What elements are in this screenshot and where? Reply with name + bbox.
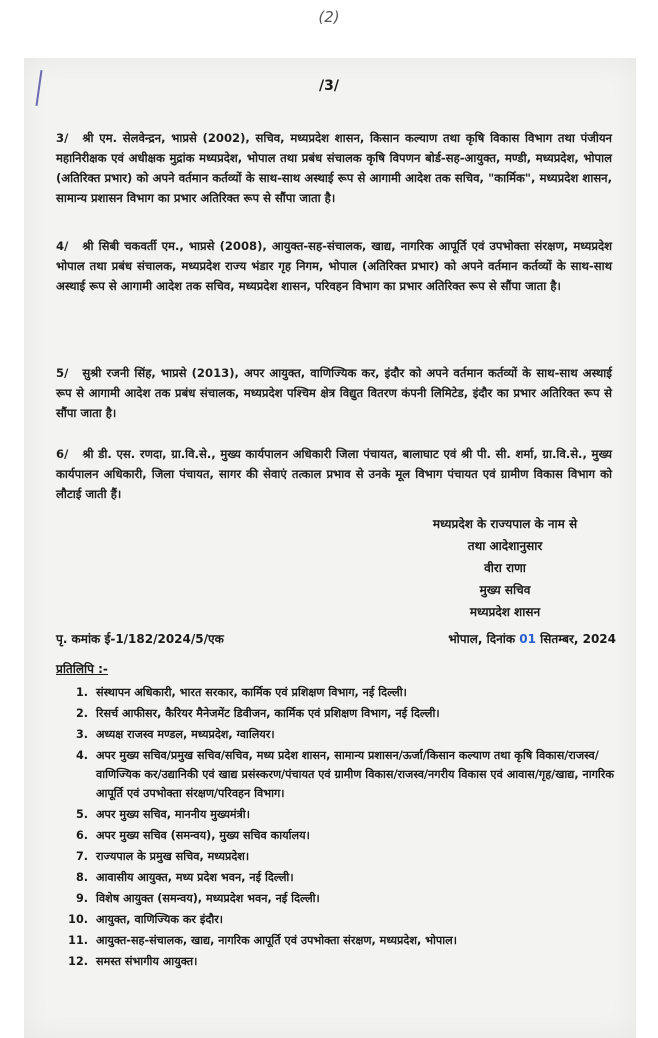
signatory-designation: मुख्य सचिव: [479, 583, 531, 597]
list-item-text: अपर मुख्य सचिव (समन्वय), मुख्य सचिव कार्यालय।: [96, 829, 310, 842]
list-item-number: 5.: [75, 808, 88, 821]
paragraph-text: श्री डी. एस. रणदा, ग्रा.वि.से., मुख्य कार्यपालन अधिकारी जिला पंचायत, बालाघाट एवं श्री पी. सी. शर्मा, ग्रा.वि.से., मुख्य कार्यपालन अधिकारी, जिला पंचायत, सागर की सेवाएं तत्काल प्रभाव से उनके मूल विभाग पंचायत एवं ग्रामीण विकास विभाग को लौटाई जाती हैं।: [56, 447, 612, 501]
signature-line-2: तथा आदेशानुसार: [467, 539, 543, 553]
list-item-number: 12.: [68, 955, 88, 968]
date-month-year: सितम्बर, 2024: [540, 632, 616, 646]
list-item: [60, 746, 620, 803]
list-item-text: समस्त संभागीय आयुक्त।: [96, 955, 198, 968]
paragraph-5: [56, 363, 612, 423]
list-item: [60, 868, 620, 887]
list-item-text: आयुक्त-सह-संचालक, खाद्य, नागरिक आपूर्ति एवं उपभोक्ता संरक्षण, मध्यप्रदेश, भोपाल।: [96, 934, 457, 947]
date-day: 01: [519, 632, 536, 646]
signatory-name: वीरा राणा: [484, 561, 526, 575]
photo-caption: (2): [318, 8, 340, 26]
list-item: [60, 704, 620, 723]
list-item: [60, 931, 620, 950]
list-item-text: संस्थापन अधिकारी, भारत सरकार, कार्मिक एवं प्रशिक्षण विभाग, नई दिल्ली।: [96, 686, 407, 699]
list-item-number: 9.: [75, 892, 88, 905]
list-item-number: 8.: [75, 871, 88, 884]
list-item-text: राज्यपाल के प्रमुख सचिव, मध्यप्रदेश।: [96, 850, 250, 863]
paragraph-number: 4/: [56, 239, 69, 253]
list-item-text: अपर मुख्य सचिव/प्रमुख सचिव/सचिव, मध्य प्रदेश शासन, सामान्य प्रशासन/ऊर्जा/किसान कल्याण तथा कृषि विकास/राजस्व/वाणिज्यिक कर/उद्यानिकी एवं खाद्य प्रसंस्करण/पंचायत एवं ग्रामीण विकास/राजस्व/नगरीय विकास एवं आवास/गृह/खाद्य, नागरिक आपूर्ति एवं उपभोक्ता संरक्षण/परिवहन विभाग।: [96, 749, 614, 800]
list-item-number: 3.: [75, 728, 88, 741]
paragraph-3: [56, 128, 612, 208]
list-item-text: आयुक्त, वाणिज्यिक कर इंदौर।: [96, 913, 224, 926]
list-item: [60, 826, 620, 845]
paragraph-number: 5/: [56, 366, 69, 380]
list-item-text: रिसर्च आफीसर, कैरियर मैनेजमेंट डिवीजन, कार्मिक एवं प्रशिक्षण विभाग, नई दिल्ली।: [96, 707, 440, 720]
list-item-number: 7.: [75, 850, 88, 863]
paragraph-number: 3/: [56, 131, 69, 145]
signature-block: [380, 513, 630, 623]
reference-number: पृ. कमांक ई-1/182/2024/5/एक: [56, 632, 224, 646]
list-item: [60, 910, 620, 929]
list-item-number: 6.: [75, 829, 88, 842]
paragraph-text: श्री सिबी चकवर्ती एम., भाप्रसे (2008), आयुक्त-सह-संचालक, खाद्य, नागरिक आपूर्ति एवं उपभोक्ता संरक्षण, मध्यप्रदेश भोपाल तथा प्रबंध संचालक, मध्यप्रदेश राज्य भंडार गृह निगम, भोपाल (अतिरिक्त प्रभार) को अपने वर्तमान कर्तव्यों के साथ-साथ अस्थाई रूप से आगामी आदेश तक सचिव, मध्यप्रदेश शासन, परिवहन विभाग का प्रभार अतिरिक्त रूप से सौंपा जाता है।: [56, 239, 612, 293]
list-item: [60, 847, 620, 866]
paragraph-text: सुश्री रजनी सिंह, भाप्रसे (2013), अपर आयुक्त, वाणिज्यिक कर, इंदौर को अपने वर्तमान कर्तव्यों के साथ-साथ अस्थाई रूप से आगामी आदेश तक प्रबंध संचालक, मध्यप्रदेश पश्चिम क्षेत्र विद्युत वितरण कंपनी लिमिटेड, इंदौर का प्रभार अतिरिक्त रूप से सौंपा जाता है।: [56, 366, 612, 420]
copy-to-list: [60, 683, 620, 973]
list-item: [60, 805, 620, 824]
paragraph-6: [56, 444, 612, 504]
paragraph-number: 6/: [56, 447, 69, 461]
list-item-number: 2.: [75, 707, 88, 720]
place-date: [448, 630, 616, 647]
paragraph-4: [56, 236, 612, 296]
list-item-number: 1.: [75, 686, 88, 699]
list-item-text: आवासीय आयुक्त, मध्य प्रदेश भवन, नई दिल्ली।: [96, 871, 294, 884]
list-item: [60, 683, 620, 702]
list-item-number: 4.: [75, 749, 88, 762]
list-item-text: अपर मुख्य सचिव, माननीय मुख्यमंत्री।: [96, 808, 250, 821]
list-item-text: अध्यक्ष राजस्व मण्डल, मध्यप्रदेश, ग्वालियर।: [96, 728, 275, 741]
paragraph-text: श्री एम. सेलवेन्द्रन, भाप्रसे (2002), सचिव, मध्यप्रदेश शासन, किसान कल्याण तथा कृषि विकास विभाग तथा पंजीयन महानिरीक्षक एवं अधीक्षक मुद्रांक मध्यप्रदेश, भोपाल तथा प्रबंध संचालक कृषि विपणन बोर्ड-सह-आयुक्त, मण्डी, मध्यप्रदेश, भोपाल (अतिरिक्त प्रभार) को अपने वर्तमान कर्तव्यों के साथ-साथ अस्थाई रूप से आगामी आदेश तक सचिव, "कार्मिक", मध्यप्रदेश शासन, सामान्य प्रशासन विभाग का प्रभार अतिरिक्त रूप से सौंपा जाता है।: [56, 131, 612, 205]
list-item: [60, 952, 620, 971]
list-item-text: विशेष आयुक्त (समन्वय), मध्यप्रदेश भवन, नई दिल्ली।: [96, 892, 320, 905]
list-item: [60, 725, 620, 744]
place-date-prefix: भोपाल, दिनांक: [448, 632, 516, 646]
signature-line-1: मध्यप्रदेश के राज्यपाल के नाम से: [432, 517, 578, 531]
page-number: /3/: [319, 78, 339, 94]
list-item-number: 11.: [68, 934, 88, 947]
signatory-office: मध्यप्रदेश शासन: [469, 605, 541, 619]
copy-to-title: प्रतिलिपि :-: [56, 662, 108, 676]
list-item-number: 10.: [68, 913, 88, 926]
list-item: [60, 889, 620, 908]
